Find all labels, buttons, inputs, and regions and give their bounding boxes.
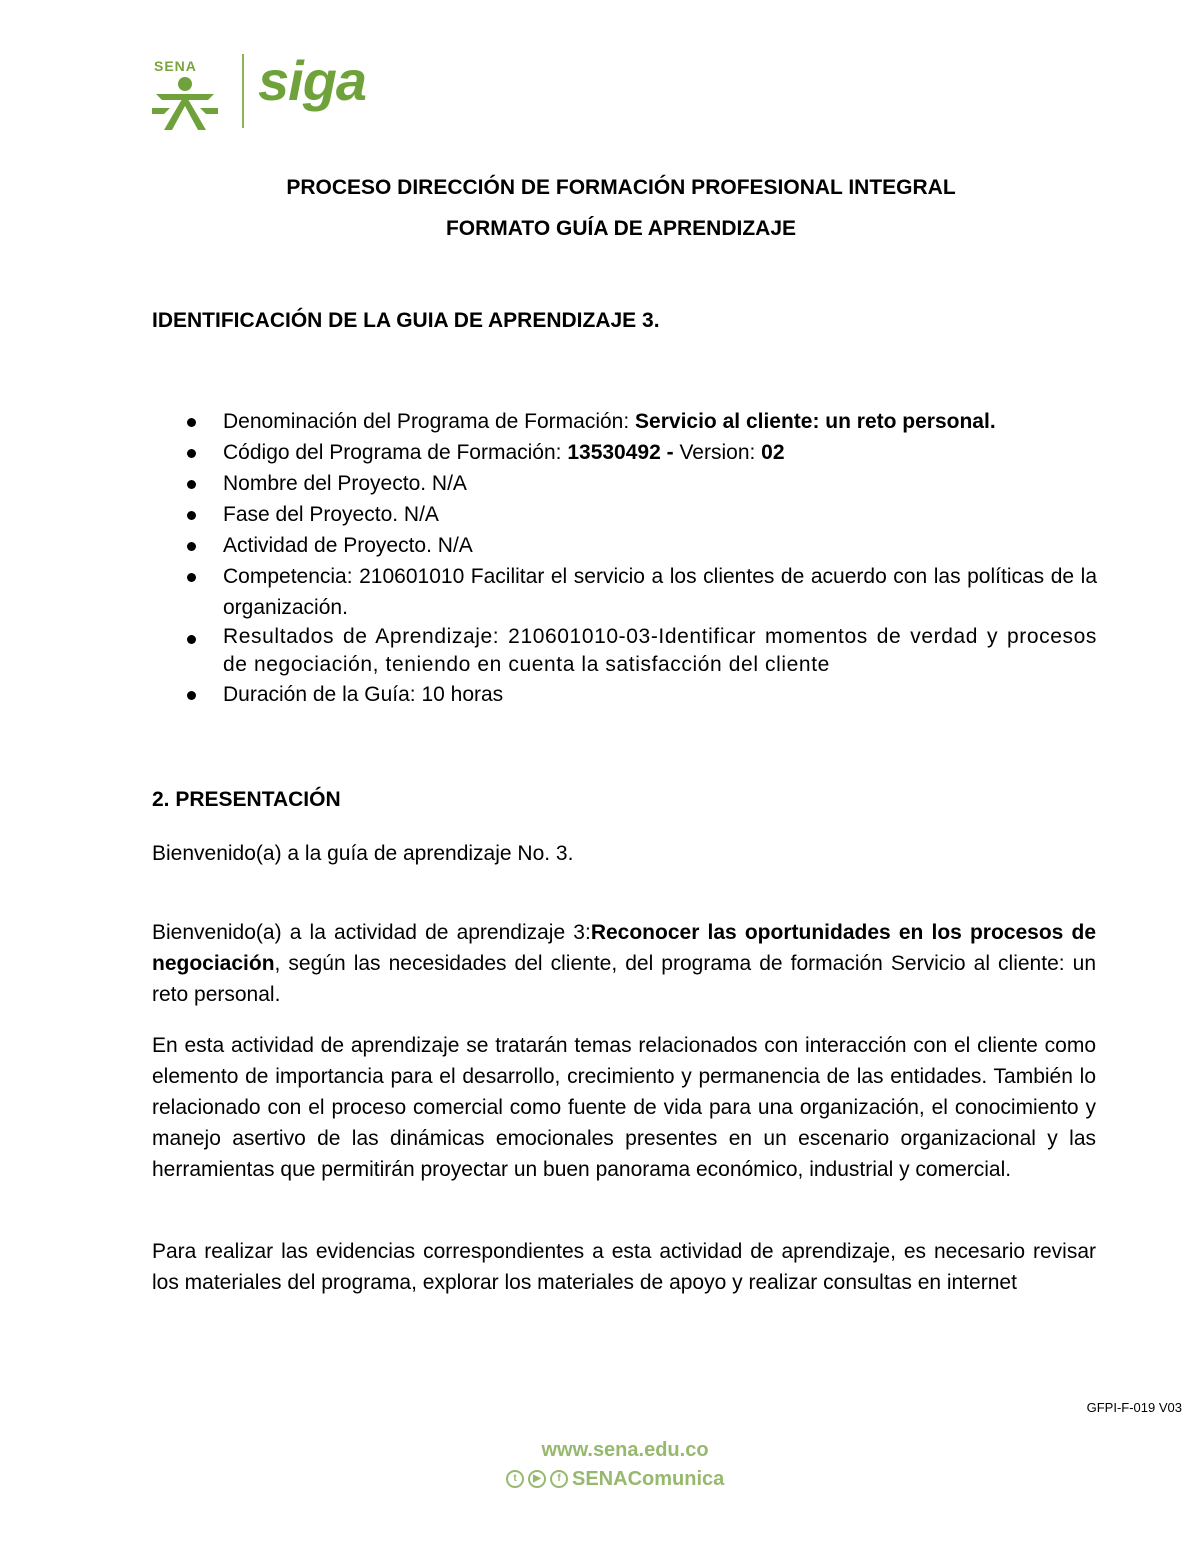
program-code-dash: - (666, 441, 680, 464)
logo-divider (242, 54, 244, 128)
version-value: 02 (761, 441, 785, 464)
welcome-paragraph: Bienvenido(a) a la guía de aprendizaje No. 3. (152, 842, 574, 865)
version-label: Version: (679, 441, 762, 464)
youtube-icon[interactable]: ▶ (528, 1470, 546, 1488)
program-name-value: Servicio al cliente: un reto personal. (635, 410, 996, 433)
list-item-learning-results: Resultados de Aprendizaje: 210601010-03-Identificar momentos de verdad y procesos de negociación, teniendo en cuenta la satisfacción del cliente (152, 623, 1097, 679)
logo-sena-text: SENA (154, 58, 197, 74)
topics-paragraph: En esta actividad de aprendizaje se tratarán temas relacionados con interacción con el cliente como elemento de importancia para el desarrollo, crecimiento y permanencia de las entidades. También lo relacionado con el proceso comercial como fuente de vida para una organización, el conocimiento y manejo asertivo de las dinámicas emocionales presentes en un escenario organizacional y las herramientas que permitirán proyectar un buen panorama económico, industrial y comercial. (152, 1034, 1096, 1181)
list-item-program-name (152, 406, 1097, 437)
list-item-project-activity: Actividad de Proyecto. N/A (152, 530, 1097, 561)
header-logo (150, 49, 390, 132)
twitter-icon[interactable]: t (506, 1470, 524, 1488)
program-code-value: 13530492 (567, 441, 661, 464)
activity-prefix: Bienvenido(a) a la actividad de aprendizaje 3: (152, 921, 591, 944)
activity-suffix: , según las necesidades del cliente, del programa de formación Servicio al cliente: un reto personal. (152, 952, 1096, 1006)
social-handle: SENAComunica (572, 1467, 725, 1490)
activity-title: Reconocer las oportunidades en los procesos de negociación (152, 921, 1096, 975)
logo-siga-text: siga (258, 49, 367, 112)
document-subtitle: FORMATO GUÍA DE APRENDIZAJE (445, 217, 797, 240)
document-title: PROCESO DIRECCIÓN DE FORMACIÓN PROFESIONAL INTEGRAL (286, 176, 956, 199)
footer-website-link[interactable]: www.sena.edu.co (541, 1439, 709, 1461)
list-item-program-code (152, 437, 1097, 468)
list-item-duration: Duración de la Guía: 10 horas (152, 679, 1097, 710)
program-code-label: Código del Programa de Formación: (223, 441, 568, 464)
identification-list (152, 406, 1097, 710)
presentation-heading: 2. PRESENTACIÓN (152, 788, 341, 811)
footer-social (506, 1466, 724, 1492)
facebook-icon[interactable]: f (550, 1470, 568, 1488)
list-item-competence: Competencia: 210601010 Facilitar el servicio a los clientes de acuerdo con las políticas de la organización. (152, 561, 1097, 623)
program-name-label: Denominación del Programa de Formación: (223, 410, 636, 433)
activity-paragraph (152, 917, 1096, 1010)
list-item-project-name: Nombre del Proyecto. N/A (152, 468, 1097, 499)
document-code: GFPI-F-019 V03 (1086, 1400, 1182, 1415)
evidence-paragraph: Para realizar las evidencias correspondientes a esta actividad de aprendizaje, es necesario revisar los materiales del programa, explorar los materiales de apoyo y realizar consultas en internet (152, 1240, 1096, 1294)
list-item-project-phase: Fase del Proyecto. N/A (152, 499, 1097, 530)
identification-heading: IDENTIFICACIÓN DE LA GUIA DE APRENDIZAJE 3. (152, 309, 660, 332)
